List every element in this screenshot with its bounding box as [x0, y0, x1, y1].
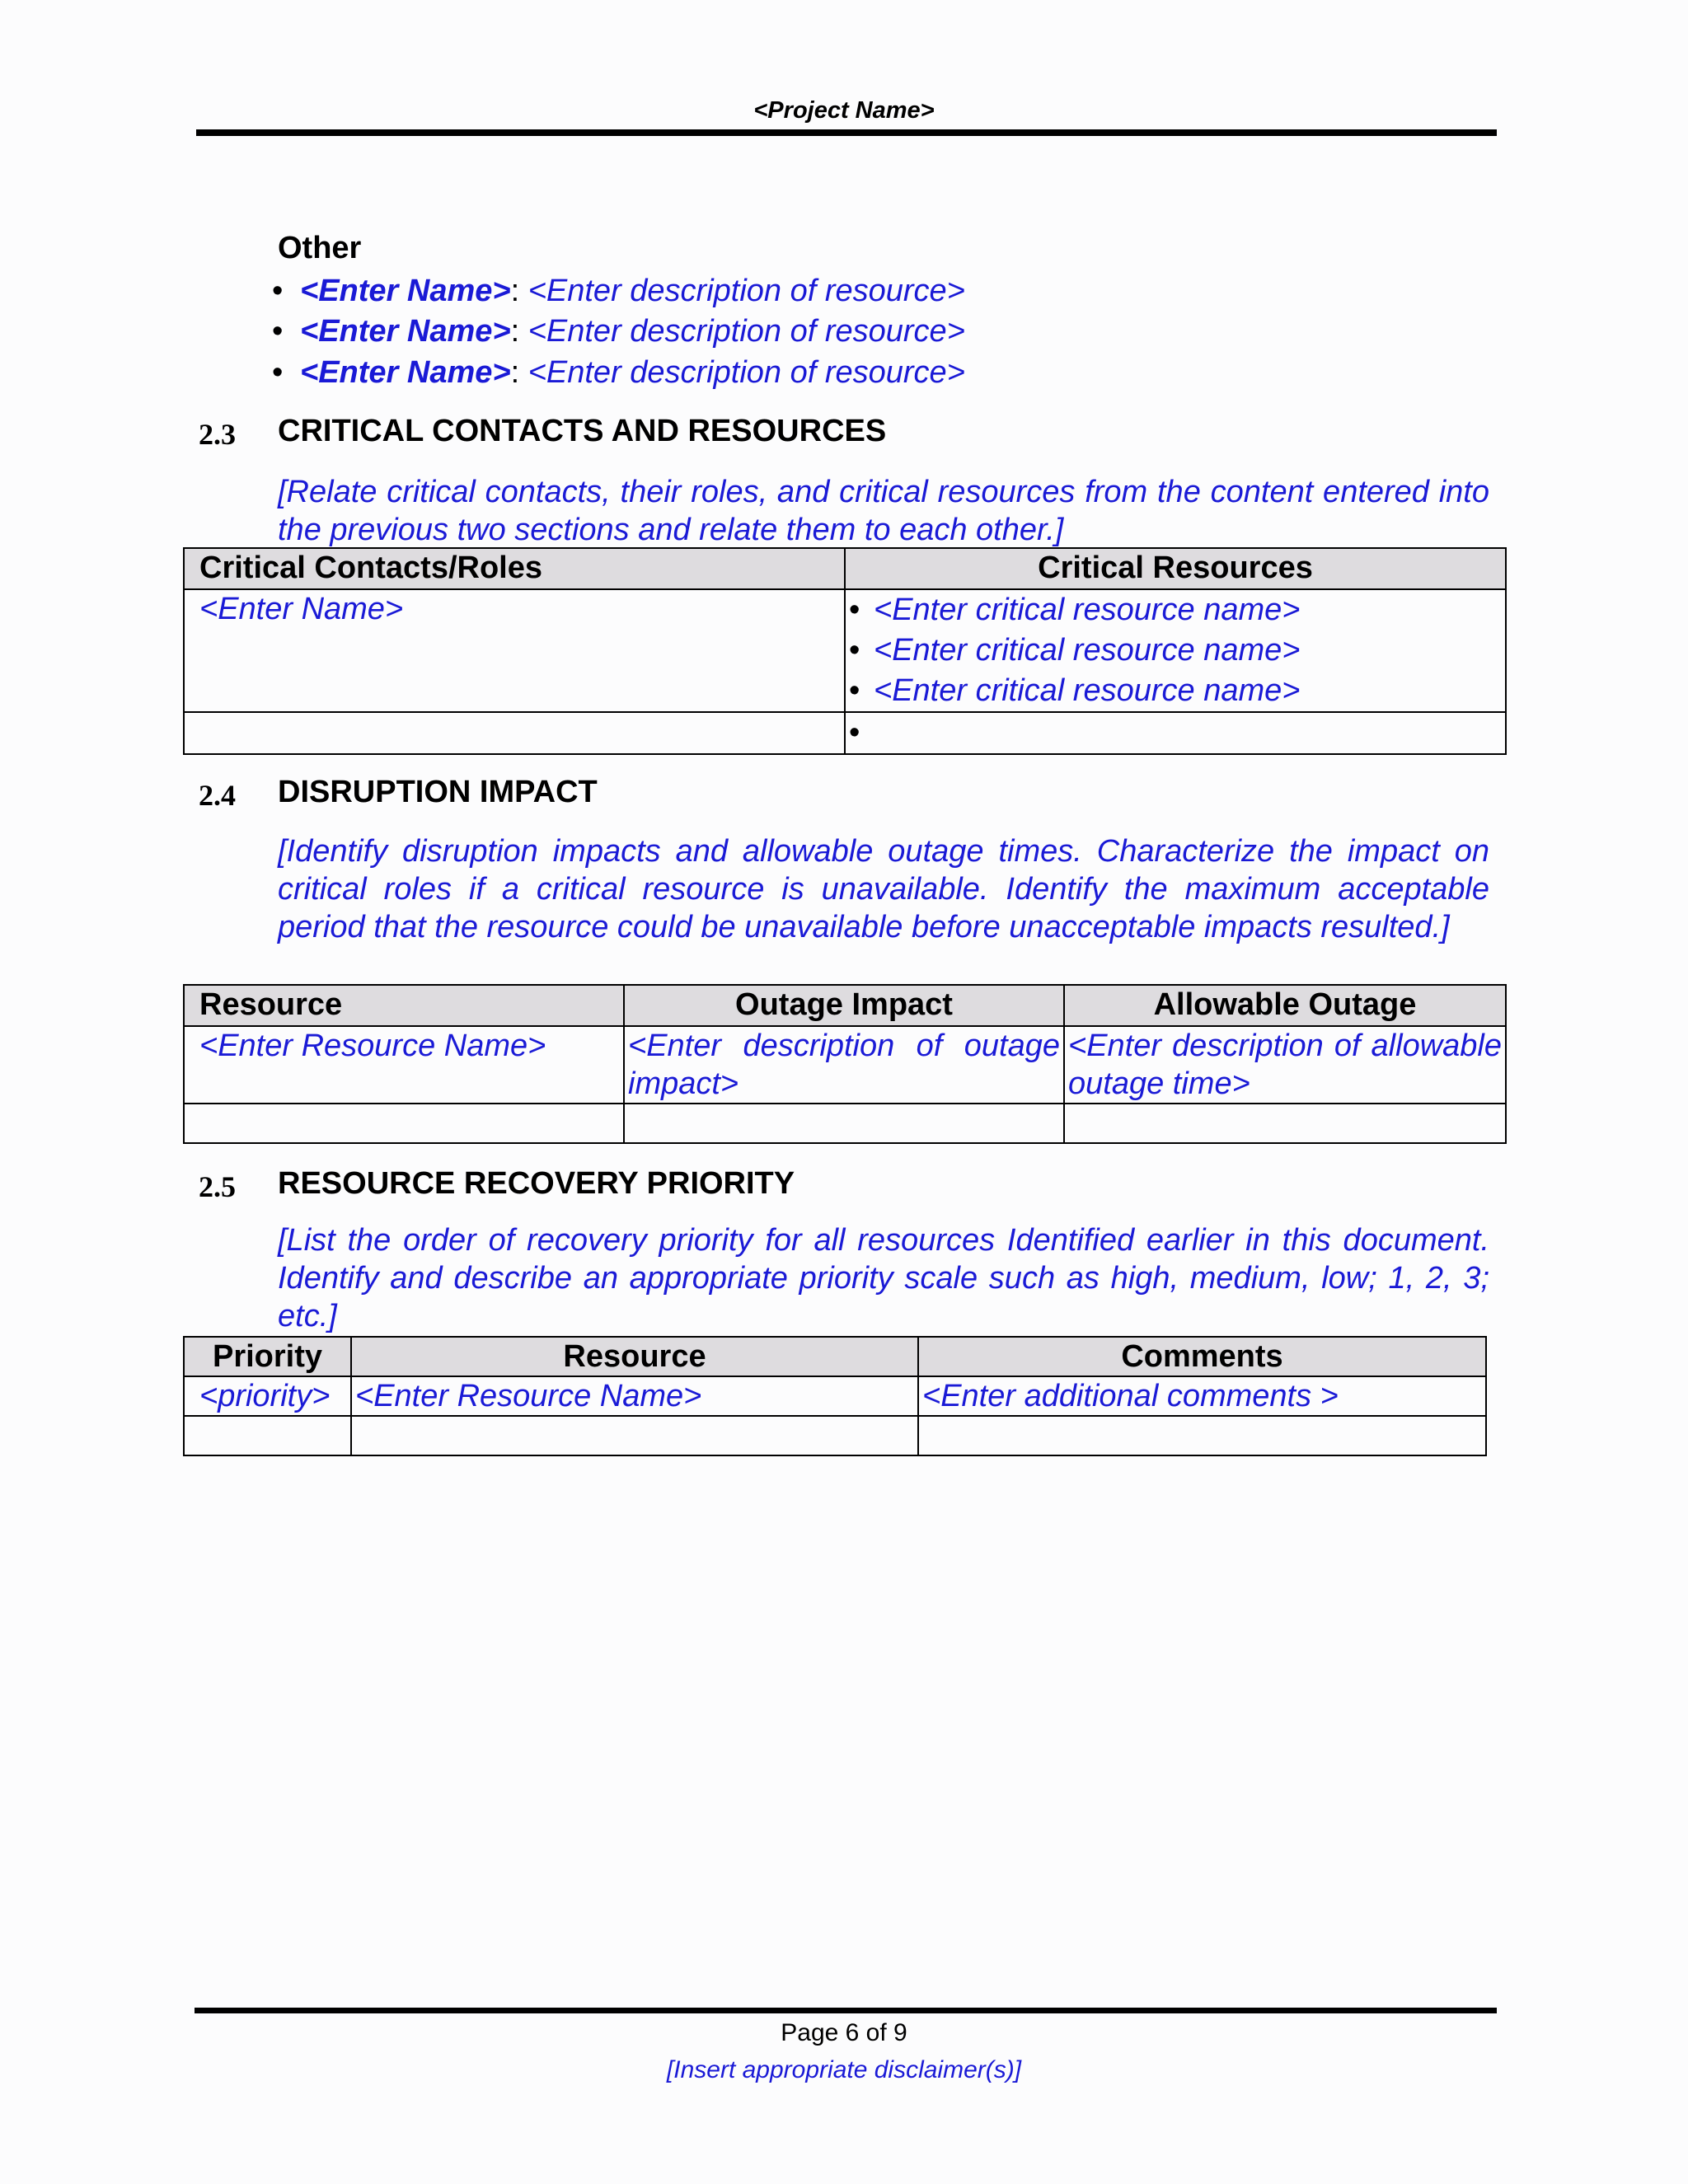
item-description: <Enter description of resource>	[528, 274, 965, 308]
running-header-title: <Project Name>	[753, 97, 935, 124]
empty-cell[interactable]	[918, 1416, 1486, 1455]
empty-cell[interactable]	[351, 1416, 918, 1455]
section-instructions: [Relate critical contacts, their roles, and critical resources from the content entered into the previous two sections and relate them to each other.]	[278, 475, 1489, 547]
section-title: CRITICAL CONTACTS AND RESOURCES	[278, 414, 887, 448]
column-header: Outage Impact	[624, 985, 1064, 1026]
section-title: DISRUPTION IMPACT	[278, 775, 598, 809]
column-header: Critical Contacts/Roles	[184, 548, 845, 589]
section-instructions: [Identify disruption impacts and allowable outage times. Characterize the impact on critical roles if a critical resource is unavailable. Identify the maximum acceptable period that the resource could be unavailable before unacceptable impacts resulted.]	[278, 834, 1489, 944]
resource-name: <Enter critical resource name>	[874, 593, 1301, 627]
empty-cell[interactable]	[184, 1416, 351, 1455]
priority-cell[interactable]: <priority>	[184, 1376, 351, 1416]
section-title: RESOURCE RECOVERY PRIORITY	[278, 1166, 795, 1201]
bullet-icon: •	[849, 715, 860, 750]
item-name: <Enter Name>	[300, 355, 511, 390]
item-separator: :	[510, 355, 520, 390]
other-list-item	[272, 274, 965, 309]
column-header: Priority	[184, 1337, 351, 1376]
section-number: 2.3	[199, 418, 236, 451]
column-header: Critical Resources	[845, 548, 1506, 589]
other-list-item	[272, 355, 965, 391]
resource-list-item	[849, 630, 1502, 671]
allowable-outage-cell[interactable]: <Enter description of allowable outage time>	[1064, 1026, 1506, 1104]
outage-impact-cell[interactable]: <Enter description of outage impact>	[624, 1026, 1064, 1104]
resource-list-item	[849, 590, 1502, 630]
resource-name-cell[interactable]: <Enter Resource Name>	[351, 1376, 918, 1416]
empty-cell[interactable]	[624, 1104, 1064, 1143]
critical-contacts-table	[183, 547, 1507, 755]
column-header: Comments	[918, 1337, 1486, 1376]
bullet-icon: •	[849, 633, 860, 668]
other-list-item	[272, 314, 965, 349]
column-header: Allowable Outage	[1064, 985, 1506, 1026]
page-number: Page 6 of 9	[781, 2019, 907, 2046]
bullet-icon: •	[849, 593, 860, 627]
other-heading: Other	[278, 231, 362, 265]
contact-name: <Enter Name>	[199, 592, 404, 626]
bullet-icon: •	[272, 274, 284, 308]
header-rule	[196, 129, 1497, 136]
comments-cell[interactable]: <Enter additional comments >	[918, 1376, 1486, 1416]
column-header: Resource	[351, 1337, 918, 1376]
resources-cell[interactable]	[845, 712, 1506, 754]
empty-cell[interactable]	[184, 1104, 624, 1143]
column-header: Resource	[184, 985, 624, 1026]
section-number: 2.5	[199, 1170, 236, 1203]
bullet-icon: •	[272, 314, 284, 349]
resource-name: <Enter critical resource name>	[874, 673, 1301, 708]
footer-rule	[195, 2008, 1497, 2013]
empty-cell[interactable]	[184, 712, 845, 754]
resource-name: <Enter critical resource name>	[874, 633, 1301, 668]
bullet-icon: •	[849, 673, 860, 708]
section-number: 2.4	[199, 779, 236, 812]
item-name: <Enter Name>	[300, 274, 511, 308]
bullet-icon: •	[272, 355, 284, 390]
resources-cell[interactable]	[845, 589, 1506, 712]
resource-list-item	[849, 713, 1502, 753]
contact-cell[interactable]	[184, 589, 845, 712]
item-separator: :	[510, 274, 520, 308]
resource-name-cell[interactable]: <Enter Resource Name>	[184, 1026, 624, 1104]
section-instructions: [List the order of recovery priority for all resources Identified earlier in this document. Identify and describe an appropriate priority scale such as high, medium, low; 1, 2, 3; etc.]	[278, 1223, 1489, 1333]
disruption-impact-table	[183, 984, 1507, 1144]
resource-list-item	[849, 671, 1502, 711]
empty-cell[interactable]	[1064, 1104, 1506, 1143]
item-name: <Enter Name>	[300, 314, 511, 349]
footer-disclaimer: [Insert appropriate disclaimer(s)]	[666, 2056, 1022, 2083]
item-description: <Enter description of resource>	[528, 314, 965, 349]
item-description: <Enter description of resource>	[528, 355, 965, 390]
recovery-priority-table	[183, 1336, 1487, 1456]
item-separator: :	[510, 314, 520, 349]
